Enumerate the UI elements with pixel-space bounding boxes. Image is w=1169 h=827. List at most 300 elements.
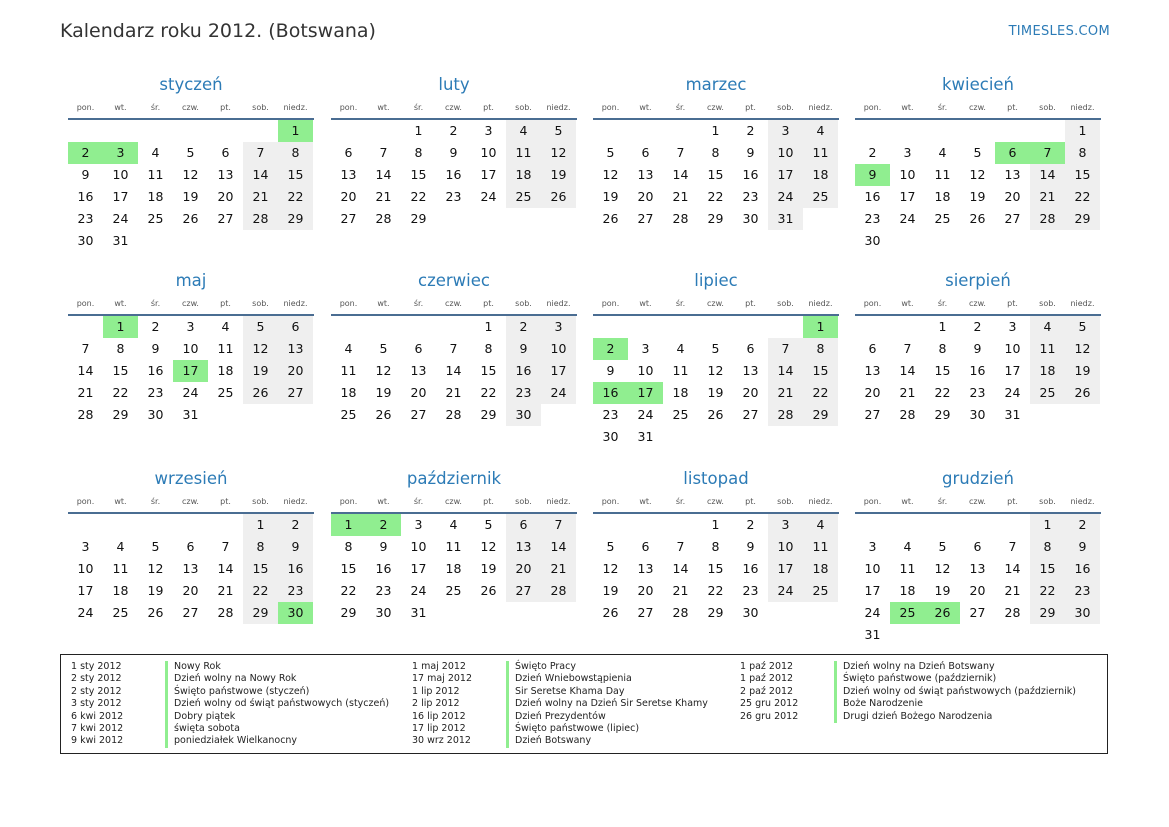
day-cell[interactable]: 25 (340, 407, 357, 422)
day-cell[interactable]: 7 (768, 338, 803, 360)
day-cell[interactable]: 16 (445, 167, 462, 182)
day-cell[interactable]: 21 (672, 583, 689, 598)
day-cell[interactable]: 23 (445, 189, 462, 204)
day-cell[interactable]: 4 (1030, 316, 1065, 338)
day-cell[interactable]: 14 (672, 167, 689, 182)
day-cell[interactable]: 5 (484, 517, 493, 532)
day-cell[interactable]: 26 (1065, 382, 1100, 404)
day-cell[interactable]: 30 (147, 407, 164, 422)
day-cell[interactable]: 1 (711, 123, 720, 138)
day-cell[interactable]: 2 (746, 123, 755, 138)
day-cell[interactable]: 19 (541, 164, 576, 186)
day-cell[interactable]: 5 (541, 120, 576, 142)
day-cell[interactable]: 10 (899, 167, 916, 182)
day-cell[interactable]: 27 (340, 211, 357, 226)
day-cell[interactable]: 30 (969, 407, 986, 422)
day-cell[interactable]: 20 (969, 583, 986, 598)
day-cell[interactable]: 26 (375, 407, 392, 422)
day-cell[interactable]: 4 (506, 120, 541, 142)
day-cell[interactable]: 22 (410, 189, 427, 204)
day-cell[interactable]: 12 (969, 167, 986, 182)
day-cell[interactable]: 23 (506, 382, 541, 404)
day-cell[interactable]: 16 (77, 189, 94, 204)
day-cell[interactable]: 23 (77, 211, 94, 226)
day-cell[interactable]: 28 (672, 211, 689, 226)
day-cell[interactable]: 15 (410, 167, 427, 182)
day-cell[interactable]: 4 (151, 145, 160, 160)
day-cell[interactable]: 28 (1030, 208, 1065, 230)
day-cell[interactable]: 11 (934, 167, 951, 182)
day-cell[interactable]: 7 (1030, 142, 1065, 164)
day-cell[interactable]: 23 (1065, 580, 1100, 602)
day-cell[interactable]: 22 (243, 580, 278, 602)
day-cell[interactable]: 28 (445, 407, 462, 422)
day-cell[interactable]: 19 (707, 385, 724, 400)
day-cell[interactable]: 29 (340, 605, 357, 620)
day-cell[interactable]: 22 (1065, 186, 1100, 208)
day-cell[interactable]: 2 (278, 514, 313, 536)
day-cell[interactable]: 16 (278, 558, 313, 580)
day-cell[interactable]: 9 (855, 164, 890, 186)
day-cell[interactable]: 5 (606, 145, 615, 160)
day-cell[interactable]: 6 (868, 341, 877, 356)
day-cell[interactable]: 5 (606, 539, 615, 554)
day-cell[interactable]: 9 (379, 539, 388, 554)
day-cell[interactable]: 22 (707, 583, 724, 598)
day-cell[interactable]: 1 (711, 517, 720, 532)
day-cell[interactable]: 1 (1030, 514, 1065, 536)
day-cell[interactable]: 4 (221, 319, 230, 334)
day-cell[interactable]: 19 (602, 583, 619, 598)
day-cell[interactable]: 26 (541, 186, 576, 208)
day-cell[interactable]: 9 (449, 145, 458, 160)
day-cell[interactable]: 18 (340, 385, 357, 400)
day-cell[interactable]: 25 (803, 186, 838, 208)
day-cell[interactable]: 14 (768, 360, 803, 382)
day-cell[interactable]: 30 (1065, 602, 1100, 624)
day-cell[interactable]: 18 (934, 189, 951, 204)
day-cell[interactable]: 25 (506, 186, 541, 208)
day-cell[interactable]: 5 (1065, 316, 1100, 338)
day-cell[interactable]: 28 (541, 580, 576, 602)
day-cell[interactable]: 6 (973, 539, 982, 554)
day-cell[interactable]: 31 (768, 208, 803, 230)
day-cell[interactable]: 12 (602, 561, 619, 576)
day-cell[interactable]: 7 (903, 341, 912, 356)
day-cell[interactable]: 13 (506, 536, 541, 558)
day-cell[interactable]: 6 (414, 341, 423, 356)
day-cell[interactable]: 24 (899, 211, 916, 226)
day-cell[interactable]: 13 (864, 363, 881, 378)
day-cell[interactable]: 3 (81, 539, 90, 554)
day-cell[interactable]: 1 (803, 316, 838, 338)
day-cell[interactable]: 12 (375, 363, 392, 378)
day-cell[interactable]: 28 (77, 407, 94, 422)
day-cell[interactable]: 12 (182, 167, 199, 182)
day-cell[interactable]: 18 (803, 164, 838, 186)
day-cell[interactable]: 31 (112, 233, 129, 248)
day-cell[interactable]: 26 (243, 382, 278, 404)
day-cell[interactable]: 20 (742, 385, 759, 400)
day-cell[interactable]: 22 (934, 385, 951, 400)
day-cell[interactable]: 4 (803, 514, 838, 536)
day-cell[interactable]: 11 (147, 167, 164, 182)
day-cell[interactable]: 9 (973, 341, 982, 356)
day-cell[interactable]: 7 (243, 142, 278, 164)
day-cell[interactable]: 8 (414, 145, 423, 160)
day-cell[interactable]: 15 (707, 167, 724, 182)
day-cell[interactable]: 25 (672, 407, 689, 422)
day-cell[interactable]: 16 (742, 561, 759, 576)
day-cell[interactable]: 31 (1004, 407, 1021, 422)
day-cell[interactable]: 22 (278, 186, 313, 208)
day-cell[interactable]: 16 (742, 167, 759, 182)
day-cell[interactable]: 29 (480, 407, 497, 422)
day-cell[interactable]: 15 (707, 561, 724, 576)
day-cell[interactable]: 24 (541, 382, 576, 404)
day-cell[interactable]: 14 (541, 536, 576, 558)
day-cell[interactable]: 19 (182, 189, 199, 204)
day-cell[interactable]: 2 (151, 319, 160, 334)
day-cell[interactable]: 13 (969, 561, 986, 576)
day-cell[interactable]: 21 (217, 583, 234, 598)
day-cell[interactable]: 17 (112, 189, 129, 204)
day-cell[interactable]: 30 (864, 233, 881, 248)
day-cell[interactable]: 12 (480, 539, 497, 554)
day-cell[interactable]: 3 (768, 120, 803, 142)
day-cell[interactable]: 24 (768, 580, 803, 602)
day-cell[interactable]: 27 (637, 211, 654, 226)
day-cell[interactable]: 2 (1065, 514, 1100, 536)
day-cell[interactable]: 18 (112, 583, 129, 598)
day-cell[interactable]: 12 (602, 167, 619, 182)
day-cell[interactable]: 6 (641, 145, 650, 160)
day-cell[interactable]: 14 (243, 164, 278, 186)
day-cell[interactable]: 19 (147, 583, 164, 598)
day-cell[interactable]: 13 (637, 167, 654, 182)
day-cell[interactable]: 30 (77, 233, 94, 248)
day-cell[interactable]: 27 (278, 382, 313, 404)
day-cell[interactable]: 27 (182, 605, 199, 620)
day-cell[interactable]: 25 (803, 580, 838, 602)
day-cell[interactable]: 23 (864, 211, 881, 226)
day-cell[interactable]: 28 (768, 404, 803, 426)
day-cell[interactable]: 3 (103, 142, 138, 164)
day-cell[interactable]: 4 (449, 517, 458, 532)
day-cell[interactable]: 6 (344, 145, 353, 160)
day-cell[interactable]: 15 (934, 363, 951, 378)
day-cell[interactable]: 11 (506, 142, 541, 164)
day-cell[interactable]: 27 (506, 580, 541, 602)
day-cell[interactable]: 2 (746, 517, 755, 532)
day-cell[interactable]: 7 (449, 341, 458, 356)
site-brand-link[interactable]: TIMESLES.COM (1008, 24, 1110, 39)
day-cell[interactable]: 9 (746, 539, 755, 554)
day-cell[interactable]: 1 (331, 514, 366, 536)
day-cell[interactable]: 8 (711, 145, 720, 160)
day-cell[interactable]: 16 (969, 363, 986, 378)
day-cell[interactable]: 30 (742, 605, 759, 620)
day-cell[interactable]: 14 (672, 561, 689, 576)
day-cell[interactable]: 7 (676, 145, 685, 160)
day-cell[interactable]: 10 (541, 338, 576, 360)
day-cell[interactable]: 25 (445, 583, 462, 598)
day-cell[interactable]: 29 (803, 404, 838, 426)
day-cell[interactable]: 19 (243, 360, 278, 382)
day-cell[interactable]: 13 (637, 561, 654, 576)
day-cell[interactable]: 8 (116, 341, 125, 356)
day-cell[interactable]: 4 (116, 539, 125, 554)
day-cell[interactable]: 17 (480, 167, 497, 182)
day-cell[interactable]: 29 (707, 211, 724, 226)
day-cell[interactable]: 26 (147, 605, 164, 620)
day-cell[interactable]: 10 (768, 142, 803, 164)
day-cell[interactable]: 26 (602, 211, 619, 226)
day-cell[interactable]: 17 (628, 382, 663, 404)
day-cell[interactable]: 31 (864, 627, 881, 642)
day-cell[interactable]: 3 (868, 539, 877, 554)
day-cell[interactable]: 10 (182, 341, 199, 356)
day-cell[interactable]: 6 (221, 145, 230, 160)
day-cell[interactable]: 17 (410, 561, 427, 576)
day-cell[interactable]: 7 (676, 539, 685, 554)
day-cell[interactable]: 14 (375, 167, 392, 182)
day-cell[interactable]: 15 (480, 363, 497, 378)
day-cell[interactable]: 23 (375, 583, 392, 598)
day-cell[interactable]: 7 (379, 145, 388, 160)
day-cell[interactable]: 12 (147, 561, 164, 576)
day-cell[interactable]: 8 (344, 539, 353, 554)
day-cell[interactable]: 19 (969, 189, 986, 204)
day-cell[interactable]: 10 (410, 539, 427, 554)
day-cell[interactable]: 31 (410, 605, 427, 620)
day-cell[interactable]: 5 (151, 539, 160, 554)
day-cell[interactable]: 19 (934, 583, 951, 598)
day-cell[interactable]: 11 (1030, 338, 1065, 360)
day-cell[interactable]: 20 (1004, 189, 1021, 204)
day-cell[interactable]: 20 (506, 558, 541, 580)
day-cell[interactable]: 29 (934, 407, 951, 422)
day-cell[interactable]: 18 (147, 189, 164, 204)
day-cell[interactable]: 29 (410, 211, 427, 226)
day-cell[interactable]: 8 (711, 539, 720, 554)
day-cell[interactable]: 8 (938, 341, 947, 356)
day-cell[interactable]: 21 (672, 189, 689, 204)
day-cell[interactable]: 27 (217, 211, 234, 226)
day-cell[interactable]: 11 (899, 561, 916, 576)
day-cell[interactable]: 13 (217, 167, 234, 182)
day-cell[interactable]: 24 (410, 583, 427, 598)
day-cell[interactable]: 21 (768, 382, 803, 404)
day-cell[interactable]: 26 (182, 211, 199, 226)
day-cell[interactable]: 21 (243, 186, 278, 208)
day-cell[interactable]: 23 (602, 407, 619, 422)
day-cell[interactable]: 20 (637, 583, 654, 598)
day-cell[interactable]: 17 (1004, 363, 1021, 378)
day-cell[interactable]: 23 (147, 385, 164, 400)
day-cell[interactable]: 2 (973, 319, 982, 334)
day-cell[interactable]: 11 (672, 363, 689, 378)
day-cell[interactable]: 17 (899, 189, 916, 204)
day-cell[interactable]: 24 (637, 407, 654, 422)
day-cell[interactable]: 21 (1004, 583, 1021, 598)
day-cell[interactable]: 30 (742, 211, 759, 226)
day-cell[interactable]: 15 (340, 561, 357, 576)
day-cell[interactable]: 4 (344, 341, 353, 356)
day-cell[interactable]: 31 (637, 429, 654, 444)
day-cell[interactable]: 4 (803, 120, 838, 142)
day-cell[interactable]: 29 (243, 602, 278, 624)
day-cell[interactable]: 18 (506, 164, 541, 186)
day-cell[interactable]: 22 (803, 382, 838, 404)
day-cell[interactable]: 5 (973, 145, 982, 160)
day-cell[interactable]: 24 (480, 189, 497, 204)
day-cell[interactable]: 15 (1030, 558, 1065, 580)
day-cell[interactable]: 12 (934, 561, 951, 576)
day-cell[interactable]: 13 (182, 561, 199, 576)
day-cell[interactable]: 6 (995, 142, 1030, 164)
day-cell[interactable]: 10 (1004, 341, 1021, 356)
day-cell[interactable]: 15 (278, 164, 313, 186)
day-cell[interactable]: 5 (938, 539, 947, 554)
day-cell[interactable]: 1 (484, 319, 493, 334)
day-cell[interactable]: 1 (103, 316, 138, 338)
day-cell[interactable]: 15 (1065, 164, 1100, 186)
day-cell[interactable]: 4 (676, 341, 685, 356)
day-cell[interactable]: 25 (890, 602, 925, 624)
day-cell[interactable]: 21 (375, 189, 392, 204)
day-cell[interactable]: 4 (903, 539, 912, 554)
day-cell[interactable]: 8 (278, 142, 313, 164)
day-cell[interactable]: 11 (112, 561, 129, 576)
day-cell[interactable]: 10 (112, 167, 129, 182)
day-cell[interactable]: 29 (112, 407, 129, 422)
day-cell[interactable]: 18 (217, 363, 234, 378)
day-cell[interactable]: 13 (340, 167, 357, 182)
day-cell[interactable]: 20 (182, 583, 199, 598)
day-cell[interactable]: 14 (1004, 561, 1021, 576)
day-cell[interactable]: 13 (742, 363, 759, 378)
day-cell[interactable]: 17 (77, 583, 94, 598)
day-cell[interactable]: 10 (77, 561, 94, 576)
day-cell[interactable]: 3 (903, 145, 912, 160)
day-cell[interactable]: 7 (1008, 539, 1017, 554)
day-cell[interactable]: 5 (243, 316, 278, 338)
day-cell[interactable]: 24 (864, 605, 881, 620)
day-cell[interactable]: 3 (414, 517, 423, 532)
day-cell[interactable]: 2 (506, 316, 541, 338)
day-cell[interactable]: 2 (449, 123, 458, 138)
day-cell[interactable]: 11 (803, 536, 838, 558)
day-cell[interactable]: 7 (221, 539, 230, 554)
day-cell[interactable]: 28 (243, 208, 278, 230)
day-cell[interactable]: 14 (1030, 164, 1065, 186)
day-cell[interactable]: 26 (480, 583, 497, 598)
day-cell[interactable]: 29 (1065, 208, 1100, 230)
day-cell[interactable]: 4 (938, 145, 947, 160)
day-cell[interactable]: 25 (217, 385, 234, 400)
day-cell[interactable]: 14 (899, 363, 916, 378)
day-cell[interactable]: 16 (593, 382, 628, 404)
day-cell[interactable]: 28 (1004, 605, 1021, 620)
day-cell[interactable]: 12 (1065, 338, 1100, 360)
day-cell[interactable]: 15 (112, 363, 129, 378)
day-cell[interactable]: 19 (602, 189, 619, 204)
day-cell[interactable]: 6 (746, 341, 755, 356)
day-cell[interactable]: 1 (278, 120, 313, 142)
day-cell[interactable]: 27 (1004, 211, 1021, 226)
day-cell[interactable]: 25 (112, 605, 129, 620)
day-cell[interactable]: 12 (243, 338, 278, 360)
day-cell[interactable]: 2 (868, 145, 877, 160)
day-cell[interactable]: 20 (278, 360, 313, 382)
day-cell[interactable]: 9 (606, 363, 615, 378)
day-cell[interactable]: 18 (445, 561, 462, 576)
day-cell[interactable]: 2 (593, 338, 628, 360)
day-cell[interactable]: 27 (742, 407, 759, 422)
day-cell[interactable]: 24 (768, 186, 803, 208)
day-cell[interactable]: 22 (340, 583, 357, 598)
day-cell[interactable]: 14 (445, 363, 462, 378)
day-cell[interactable]: 9 (1065, 536, 1100, 558)
day-cell[interactable]: 22 (1030, 580, 1065, 602)
day-cell[interactable]: 17 (864, 583, 881, 598)
day-cell[interactable]: 18 (803, 558, 838, 580)
day-cell[interactable]: 27 (969, 605, 986, 620)
day-cell[interactable]: 24 (112, 211, 129, 226)
day-cell[interactable]: 23 (278, 580, 313, 602)
day-cell[interactable]: 11 (217, 341, 234, 356)
day-cell[interactable]: 3 (768, 514, 803, 536)
day-cell[interactable]: 15 (243, 558, 278, 580)
day-cell[interactable]: 16 (147, 363, 164, 378)
day-cell[interactable]: 5 (186, 145, 195, 160)
day-cell[interactable]: 29 (707, 605, 724, 620)
day-cell[interactable]: 16 (375, 561, 392, 576)
day-cell[interactable]: 17 (768, 558, 803, 580)
day-cell[interactable]: 18 (899, 583, 916, 598)
day-cell[interactable]: 17 (541, 360, 576, 382)
day-cell[interactable]: 19 (480, 561, 497, 576)
day-cell[interactable]: 20 (340, 189, 357, 204)
day-cell[interactable]: 27 (410, 407, 427, 422)
day-cell[interactable]: 11 (803, 142, 838, 164)
day-cell[interactable]: 6 (278, 316, 313, 338)
day-cell[interactable]: 20 (637, 189, 654, 204)
day-cell[interactable]: 8 (1030, 536, 1065, 558)
day-cell[interactable]: 11 (340, 363, 357, 378)
day-cell[interactable]: 1 (243, 514, 278, 536)
day-cell[interactable]: 22 (112, 385, 129, 400)
day-cell[interactable]: 23 (742, 583, 759, 598)
day-cell[interactable]: 16 (506, 360, 541, 382)
day-cell[interactable]: 8 (803, 338, 838, 360)
day-cell[interactable]: 24 (77, 605, 94, 620)
day-cell[interactable]: 8 (484, 341, 493, 356)
day-cell[interactable]: 10 (864, 561, 881, 576)
day-cell[interactable]: 28 (899, 407, 916, 422)
day-cell[interactable]: 21 (541, 558, 576, 580)
day-cell[interactable]: 1 (938, 319, 947, 334)
day-cell[interactable]: 9 (81, 167, 90, 182)
day-cell[interactable]: 13 (278, 338, 313, 360)
day-cell[interactable]: 20 (217, 189, 234, 204)
day-cell[interactable]: 17 (768, 164, 803, 186)
day-cell[interactable]: 13 (1004, 167, 1021, 182)
day-cell[interactable]: 26 (969, 211, 986, 226)
day-cell[interactable]: 8 (1065, 142, 1100, 164)
day-cell[interactable]: 30 (278, 602, 313, 624)
